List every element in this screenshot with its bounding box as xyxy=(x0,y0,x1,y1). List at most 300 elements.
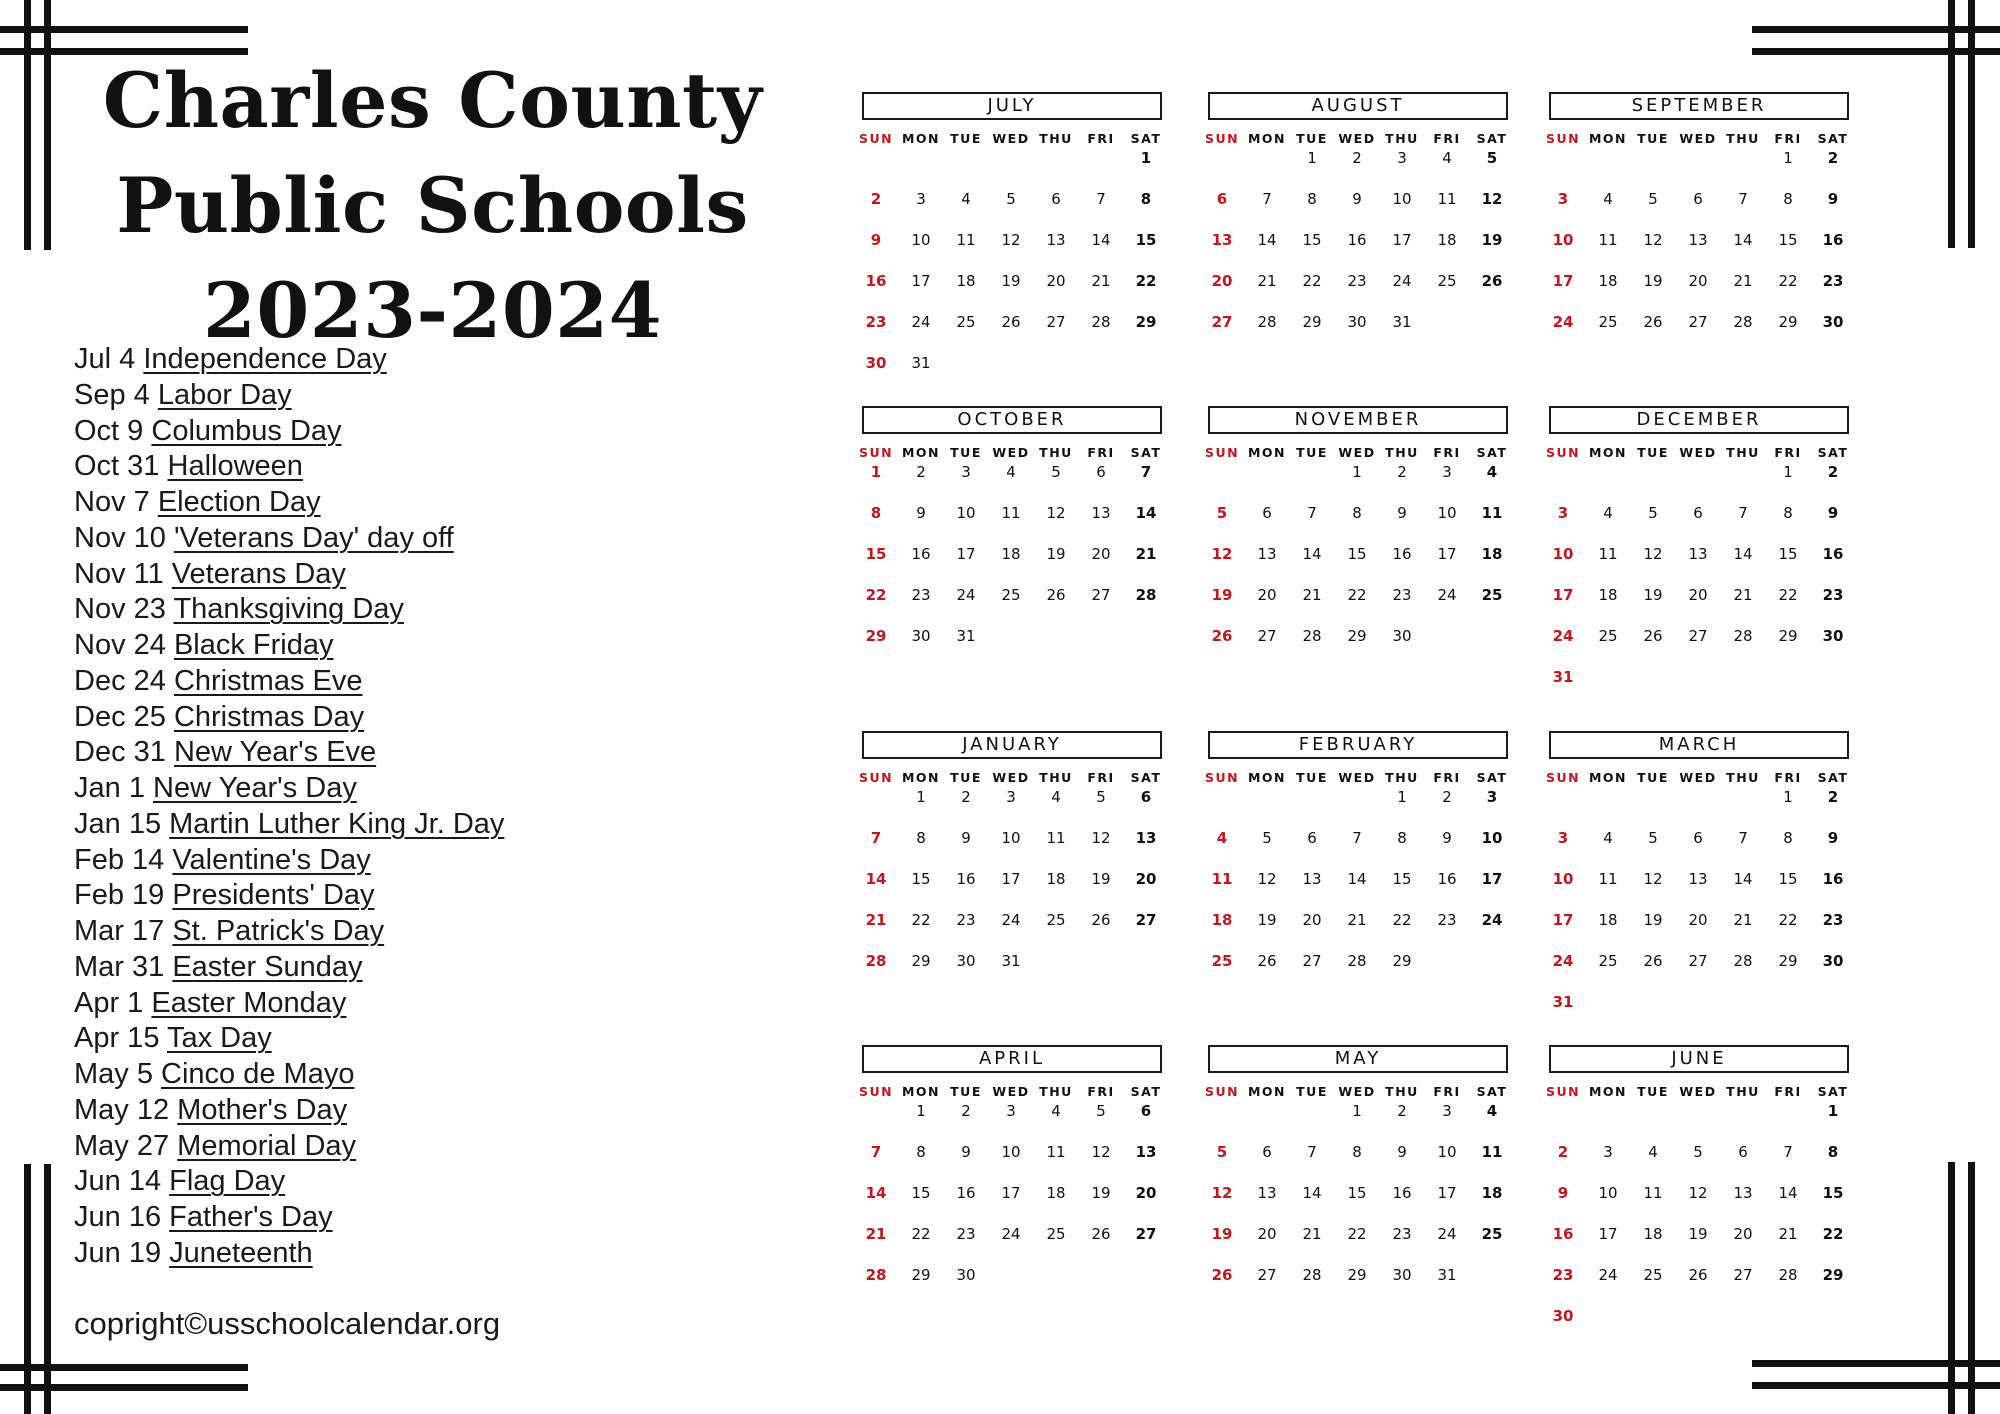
weekday-label: WED xyxy=(1679,445,1717,460)
day-cell: 23 xyxy=(956,911,976,929)
day-cell: 18 xyxy=(1437,231,1457,249)
day-cell: 22 xyxy=(865,586,887,604)
day-cell: 1 xyxy=(916,1102,926,1120)
day-cell: 30 xyxy=(1822,313,1844,331)
day-cell: 29 xyxy=(865,627,887,645)
day-cell: 12 xyxy=(1211,545,1233,563)
day-cell: 2 xyxy=(1397,463,1407,481)
day-cell: 25 xyxy=(1643,1266,1663,1284)
ornament-line xyxy=(1752,26,2000,33)
day-cell: 16 xyxy=(1822,231,1844,249)
day-cell: 15 xyxy=(1135,231,1157,249)
day-cell: 8 xyxy=(1783,504,1793,522)
day-cell: 8 xyxy=(1783,829,1793,847)
day-cell: 22 xyxy=(1302,272,1322,290)
day-cell: 6 xyxy=(1693,504,1703,522)
weekday-label: THU xyxy=(1039,131,1073,146)
day-cell: 9 xyxy=(1397,504,1407,522)
day-cell: 14 xyxy=(1135,504,1157,522)
day-cell: 15 xyxy=(1778,545,1798,563)
day-cell: 22 xyxy=(911,1225,931,1243)
day-cell: 4 xyxy=(961,190,971,208)
day-cell: 12 xyxy=(1643,870,1663,888)
day-cell: 24 xyxy=(956,586,976,604)
day-cell: 17 xyxy=(1001,870,1021,888)
holiday-item xyxy=(74,342,504,378)
holiday-date: Jun 14 xyxy=(74,1165,162,1198)
day-cell: 24 xyxy=(1552,627,1574,645)
day-cell: 8 xyxy=(1352,1143,1362,1161)
holiday-name-link[interactable]: Mother's Day xyxy=(177,1093,348,1126)
day-cell: 14 xyxy=(1302,1184,1322,1202)
day-cell: 17 xyxy=(1001,1184,1021,1202)
day-cell: 4 xyxy=(1486,1102,1498,1120)
day-cell: 5 xyxy=(1096,788,1106,806)
holiday-name-link[interactable]: 'Veterans Day' day off xyxy=(173,521,454,554)
day-cell: 24 xyxy=(1552,313,1574,331)
day-cell: 11 xyxy=(1598,231,1618,249)
day-cell: 15 xyxy=(1778,231,1798,249)
day-cell: 29 xyxy=(1822,1266,1844,1284)
day-cell: 9 xyxy=(916,504,926,522)
day-cell: 21 xyxy=(1733,272,1753,290)
day-cell: 11 xyxy=(1598,545,1618,563)
day-cell: 19 xyxy=(1688,1225,1708,1243)
day-cell: 19 xyxy=(1091,1184,1111,1202)
day-cell: 23 xyxy=(1392,1225,1412,1243)
holiday-name-link[interactable]: St. Patrick's Day xyxy=(172,915,385,947)
page-title xyxy=(80,48,785,363)
day-cell: 30 xyxy=(956,1266,976,1284)
holiday-name-link[interactable]: Black Friday xyxy=(173,629,334,661)
day-cell: 11 xyxy=(1046,829,1066,847)
day-cell: 7 xyxy=(1738,504,1748,522)
day-cell: 30 xyxy=(1392,1266,1412,1284)
weekday-label: WED xyxy=(1679,770,1717,785)
holiday-date: Nov 10 xyxy=(74,521,166,554)
day-cell: 1 xyxy=(1140,149,1152,167)
day-cell: 3 xyxy=(1557,829,1569,847)
day-cell: 30 xyxy=(865,354,887,372)
day-cell: 5 xyxy=(1486,149,1498,167)
holiday-name-link[interactable]: Valentine's Day xyxy=(172,843,371,876)
month-name: FEBRUARY xyxy=(1208,731,1508,759)
day-cell: 22 xyxy=(1347,1225,1367,1243)
day-cell: 22 xyxy=(1392,911,1412,929)
day-cell: 11 xyxy=(1001,504,1021,522)
day-cell: 17 xyxy=(1437,545,1457,563)
weekday-label: SAT xyxy=(1130,445,1162,460)
day-cell: 16 xyxy=(1392,1184,1412,1202)
day-cell: 20 xyxy=(1688,911,1708,929)
day-cell: 26 xyxy=(1481,272,1503,290)
day-cell: 25 xyxy=(1598,952,1618,970)
weekday-label: FRI xyxy=(1774,1084,1802,1099)
ornament-line xyxy=(1948,0,1955,248)
day-cell: 17 xyxy=(1552,911,1574,929)
weekday-label: WED xyxy=(992,770,1030,785)
weekday-label: WED xyxy=(1679,131,1717,146)
day-cell: 16 xyxy=(956,1184,976,1202)
holiday-date: Mar 17 xyxy=(74,915,165,947)
day-cell: 8 xyxy=(916,829,926,847)
day-cell: 11 xyxy=(1046,1143,1066,1161)
day-cell: 3 xyxy=(1442,1102,1452,1120)
day-cell: 2 xyxy=(961,1102,971,1120)
weekday-label: MON xyxy=(901,770,941,785)
day-cell: 13 xyxy=(1046,231,1066,249)
holiday-item xyxy=(74,1200,504,1236)
weekday-label: WED xyxy=(1338,1084,1376,1099)
day-cell: 6 xyxy=(1051,190,1061,208)
day-cell: 18 xyxy=(1643,1225,1663,1243)
day-cell: 3 xyxy=(1603,1143,1613,1161)
day-cell: 4 xyxy=(1051,788,1061,806)
day-cell: 13 xyxy=(1733,1184,1753,1202)
day-cell: 25 xyxy=(1598,313,1618,331)
day-cell: 29 xyxy=(1347,627,1367,645)
day-cell: 31 xyxy=(1552,993,1574,1011)
day-cell: 21 xyxy=(1733,911,1753,929)
day-cell: 27 xyxy=(1135,911,1157,929)
holiday-date: Feb 14 xyxy=(74,843,165,876)
day-cell: 15 xyxy=(1302,231,1322,249)
day-cell: 13 xyxy=(1135,1143,1157,1161)
holiday-name-link[interactable]: Thanksgiving Day xyxy=(173,593,404,626)
holiday-list xyxy=(74,342,504,1272)
day-cell: 11 xyxy=(956,231,976,249)
day-cell: 9 xyxy=(870,231,882,249)
holiday-date: Dec 31 xyxy=(74,736,166,769)
holiday-name-link[interactable]: Father's Day xyxy=(169,1201,333,1233)
day-cell: 28 xyxy=(865,952,887,970)
day-cell: 20 xyxy=(1688,586,1708,604)
holiday-name-link[interactable]: New Year's Eve xyxy=(173,736,377,769)
day-cell: 28 xyxy=(1733,952,1753,970)
day-cell: 21 xyxy=(1091,272,1111,290)
day-cell: 27 xyxy=(1688,627,1708,645)
day-cell: 29 xyxy=(1778,313,1798,331)
day-cell: 10 xyxy=(1552,545,1574,563)
day-cell: 31 xyxy=(1392,313,1412,331)
day-cell: 12 xyxy=(1211,1184,1233,1202)
weekday-label: WED xyxy=(992,1084,1030,1099)
holiday-item xyxy=(74,1057,504,1093)
day-cell: 8 xyxy=(1352,504,1362,522)
day-cell: 18 xyxy=(1481,545,1503,563)
day-cell: 25 xyxy=(1046,911,1066,929)
day-cell: 20 xyxy=(1688,272,1708,290)
month-name: MAY xyxy=(1208,1045,1508,1073)
day-cell: 21 xyxy=(1302,1225,1322,1243)
day-cell: 7 xyxy=(1352,829,1362,847)
weekday-label: SAT xyxy=(1130,131,1162,146)
day-cell: 13 xyxy=(1091,504,1111,522)
holiday-date: Nov 23 xyxy=(74,593,166,626)
day-cell: 30 xyxy=(1347,313,1367,331)
weekday-label: THU xyxy=(1039,445,1073,460)
weekday-label: FRI xyxy=(1774,131,1802,146)
day-cell: 23 xyxy=(865,313,887,331)
holiday-date: Nov 24 xyxy=(74,629,166,661)
day-cell: 14 xyxy=(1302,545,1322,563)
day-cell: 19 xyxy=(1211,586,1233,604)
month-name: JUNE xyxy=(1549,1045,1849,1073)
day-cell: 13 xyxy=(1688,231,1708,249)
day-cell: 8 xyxy=(1397,829,1407,847)
month-calendar-september xyxy=(1545,92,1867,392)
holiday-name-link[interactable]: Labor Day xyxy=(157,378,292,411)
day-cell: 7 xyxy=(870,1143,882,1161)
holiday-item xyxy=(74,914,504,950)
day-cell: 10 xyxy=(1598,1184,1618,1202)
weekday-label: SUN xyxy=(1545,1084,1581,1099)
day-cell: 16 xyxy=(911,545,931,563)
weekday-label: FRI xyxy=(1087,1084,1115,1099)
day-cell: 14 xyxy=(1733,231,1753,249)
holiday-item xyxy=(74,1236,504,1272)
month-calendar-august xyxy=(1204,92,1526,392)
ornament-line xyxy=(0,26,248,33)
holiday-name-link[interactable]: Easter Monday xyxy=(151,986,347,1019)
day-cell: 18 xyxy=(1001,545,1021,563)
holiday-name-link[interactable]: Halloween xyxy=(167,450,303,483)
day-cell: 8 xyxy=(1783,190,1793,208)
day-cell: 26 xyxy=(1643,313,1663,331)
day-cell: 5 xyxy=(1006,190,1016,208)
day-cell: 15 xyxy=(911,870,931,888)
day-cell: 4 xyxy=(1648,1143,1658,1161)
holiday-item xyxy=(74,414,504,450)
day-cell: 29 xyxy=(1302,313,1322,331)
day-cell: 1 xyxy=(1352,463,1362,481)
holiday-name-link[interactable]: Election Day xyxy=(157,486,321,518)
day-cell: 7 xyxy=(1783,1143,1793,1161)
day-cell: 7 xyxy=(1738,190,1748,208)
day-cell: 9 xyxy=(1442,829,1452,847)
month-name: JANUARY xyxy=(862,731,1162,759)
day-cell: 19 xyxy=(1481,231,1503,249)
day-cell: 4 xyxy=(1486,463,1498,481)
day-cell: 26 xyxy=(1688,1266,1708,1284)
day-cell: 7 xyxy=(1140,463,1152,481)
weekday-label: THU xyxy=(1726,1084,1760,1099)
holiday-name-link[interactable]: New Year's Day xyxy=(153,772,357,804)
day-cell: 27 xyxy=(1733,1266,1753,1284)
day-cell: 10 xyxy=(1552,870,1574,888)
day-cell: 19 xyxy=(1257,911,1277,929)
holiday-item xyxy=(74,700,504,736)
weekday-label: TUE xyxy=(1637,1084,1669,1099)
weekday-label: TUE xyxy=(1296,770,1328,785)
holiday-date: May 5 xyxy=(74,1058,153,1090)
day-cell: 27 xyxy=(1688,952,1708,970)
day-cell: 24 xyxy=(1552,952,1574,970)
holiday-date: Nov 7 xyxy=(74,486,150,518)
holiday-name-link[interactable]: Flag Day xyxy=(169,1165,286,1198)
ornament-line xyxy=(1752,48,2000,55)
day-cell: 3 xyxy=(1006,1102,1016,1120)
day-cell: 17 xyxy=(1392,231,1412,249)
holiday-date: Jan 15 xyxy=(74,807,162,840)
day-cell: 10 xyxy=(1437,504,1457,522)
day-cell: 1 xyxy=(1783,149,1793,167)
holiday-name-link[interactable]: Christmas Day xyxy=(173,700,365,733)
day-cell: 14 xyxy=(865,870,887,888)
holiday-name-link[interactable]: Independence Day xyxy=(143,343,387,375)
holiday-date: Jan 1 xyxy=(74,772,145,804)
day-cell: 27 xyxy=(1135,1225,1157,1243)
day-cell: 5 xyxy=(1096,1102,1106,1120)
day-cell: 4 xyxy=(1603,504,1613,522)
weekday-label: SAT xyxy=(1130,770,1162,785)
weekday-label: MON xyxy=(1588,445,1628,460)
holiday-date: Jun 16 xyxy=(74,1201,162,1233)
weekday-label: TUE xyxy=(1637,445,1669,460)
day-cell: 11 xyxy=(1598,870,1618,888)
day-cell: 1 xyxy=(870,463,882,481)
day-cell: 27 xyxy=(1688,313,1708,331)
holiday-date: Oct 9 xyxy=(74,414,144,447)
day-cell: 22 xyxy=(1822,1225,1844,1243)
day-cell: 18 xyxy=(956,272,976,290)
holiday-name-link[interactable]: Juneteenth xyxy=(169,1236,313,1269)
day-cell: 9 xyxy=(961,1143,971,1161)
day-cell: 18 xyxy=(1046,1184,1066,1202)
day-cell: 16 xyxy=(1822,870,1844,888)
weekday-label: MON xyxy=(1588,770,1628,785)
weekday-label: SUN xyxy=(1545,770,1581,785)
day-cell: 19 xyxy=(1643,911,1663,929)
holiday-name-link[interactable]: Easter Sunday xyxy=(172,950,363,983)
day-cell: 31 xyxy=(1437,1266,1457,1284)
day-cell: 29 xyxy=(911,1266,931,1284)
day-cell: 31 xyxy=(1552,668,1574,686)
day-cell: 9 xyxy=(1827,190,1839,208)
weekday-label: FRI xyxy=(1774,445,1802,460)
day-cell: 21 xyxy=(1135,545,1157,563)
holiday-name-link[interactable]: Martin Luther King Jr. Day xyxy=(169,807,505,840)
day-cell: 24 xyxy=(1001,911,1021,929)
day-cell: 10 xyxy=(1481,829,1503,847)
day-cell: 27 xyxy=(1046,313,1066,331)
day-cell: 3 xyxy=(1557,190,1569,208)
day-cell: 31 xyxy=(911,354,931,372)
holiday-item xyxy=(74,1129,504,1165)
holiday-name-link[interactable]: Presidents' Day xyxy=(172,879,375,912)
title-line-1: Charles County xyxy=(102,56,763,145)
day-cell: 2 xyxy=(1827,463,1839,481)
day-cell: 28 xyxy=(1302,1266,1322,1284)
month-name: MARCH xyxy=(1549,731,1849,759)
holiday-name-link[interactable]: Veterans Day xyxy=(171,557,346,590)
holiday-date: Feb 19 xyxy=(74,879,165,912)
weekday-label: MON xyxy=(1247,1084,1287,1099)
month-calendar-january xyxy=(858,731,1180,1031)
day-cell: 16 xyxy=(865,272,887,290)
day-cell: 28 xyxy=(1257,313,1277,331)
day-cell: 23 xyxy=(1822,272,1844,290)
holiday-name-link[interactable]: Tax Day xyxy=(167,1022,272,1055)
day-cell: 22 xyxy=(1778,586,1798,604)
weekday-label: SUN xyxy=(858,1084,894,1099)
day-cell: 27 xyxy=(1091,586,1111,604)
weekday-label: THU xyxy=(1726,445,1760,460)
day-cell: 25 xyxy=(1481,1225,1503,1243)
day-cell: 26 xyxy=(1046,586,1066,604)
ornament-line xyxy=(0,1384,248,1391)
ornament-line xyxy=(1968,0,1975,248)
weekday-label: WED xyxy=(1338,770,1376,785)
day-cell: 8 xyxy=(1307,190,1317,208)
day-cell: 9 xyxy=(961,829,971,847)
day-cell: 27 xyxy=(1211,313,1233,331)
weekday-label: THU xyxy=(1039,1084,1073,1099)
day-cell: 24 xyxy=(1437,1225,1457,1243)
day-cell: 9 xyxy=(1352,190,1362,208)
holiday-item xyxy=(74,771,504,807)
day-cell: 6 xyxy=(1140,1102,1152,1120)
day-cell: 25 xyxy=(1211,952,1233,970)
day-cell: 4 xyxy=(1603,829,1613,847)
day-cell: 14 xyxy=(1733,545,1753,563)
holiday-name-link[interactable]: Christmas Eve xyxy=(173,664,363,697)
month-calendar-april xyxy=(858,1045,1180,1345)
holiday-name-link[interactable]: Cinco de Mayo xyxy=(161,1058,355,1090)
holiday-name-link[interactable]: Memorial Day xyxy=(177,1129,357,1162)
day-cell: 21 xyxy=(1733,586,1753,604)
title-line-3: 2023-2024 xyxy=(202,266,663,355)
day-cell: 17 xyxy=(1598,1225,1618,1243)
day-cell: 21 xyxy=(865,1225,887,1243)
day-cell: 25 xyxy=(1046,1225,1066,1243)
day-cell: 23 xyxy=(1822,586,1844,604)
weekday-label: THU xyxy=(1385,1084,1419,1099)
day-cell: 18 xyxy=(1211,911,1233,929)
ornament-line xyxy=(0,1364,248,1371)
day-cell: 24 xyxy=(1481,911,1503,929)
day-cell: 6 xyxy=(1307,829,1317,847)
day-cell: 21 xyxy=(1347,911,1367,929)
day-cell: 20 xyxy=(1257,586,1277,604)
month-calendar-may xyxy=(1204,1045,1526,1345)
holiday-name-link[interactable]: Columbus Day xyxy=(151,414,342,447)
weekday-label: FRI xyxy=(1087,445,1115,460)
weekday-label: SUN xyxy=(1204,445,1240,460)
day-cell: 3 xyxy=(916,190,926,208)
holiday-date: Oct 31 xyxy=(74,450,160,483)
weekday-label: TUE xyxy=(950,1084,982,1099)
day-cell: 12 xyxy=(1001,231,1021,249)
day-cell: 2 xyxy=(1827,149,1839,167)
weekday-label: FRI xyxy=(1433,445,1461,460)
day-cell: 9 xyxy=(1557,1184,1569,1202)
day-cell: 28 xyxy=(1733,627,1753,645)
weekday-label: THU xyxy=(1726,770,1760,785)
day-cell: 11 xyxy=(1437,190,1457,208)
weekday-label: SAT xyxy=(1817,131,1849,146)
weekday-label: FRI xyxy=(1087,131,1115,146)
weekday-label: TUE xyxy=(950,770,982,785)
holiday-item xyxy=(74,986,504,1022)
day-cell: 6 xyxy=(1262,1143,1272,1161)
day-cell: 16 xyxy=(1552,1225,1574,1243)
holiday-date: Mar 31 xyxy=(74,950,165,983)
weekday-label: TUE xyxy=(1296,131,1328,146)
day-cell: 14 xyxy=(865,1184,887,1202)
holiday-date: May 12 xyxy=(74,1093,170,1126)
day-cell: 30 xyxy=(1552,1307,1574,1325)
